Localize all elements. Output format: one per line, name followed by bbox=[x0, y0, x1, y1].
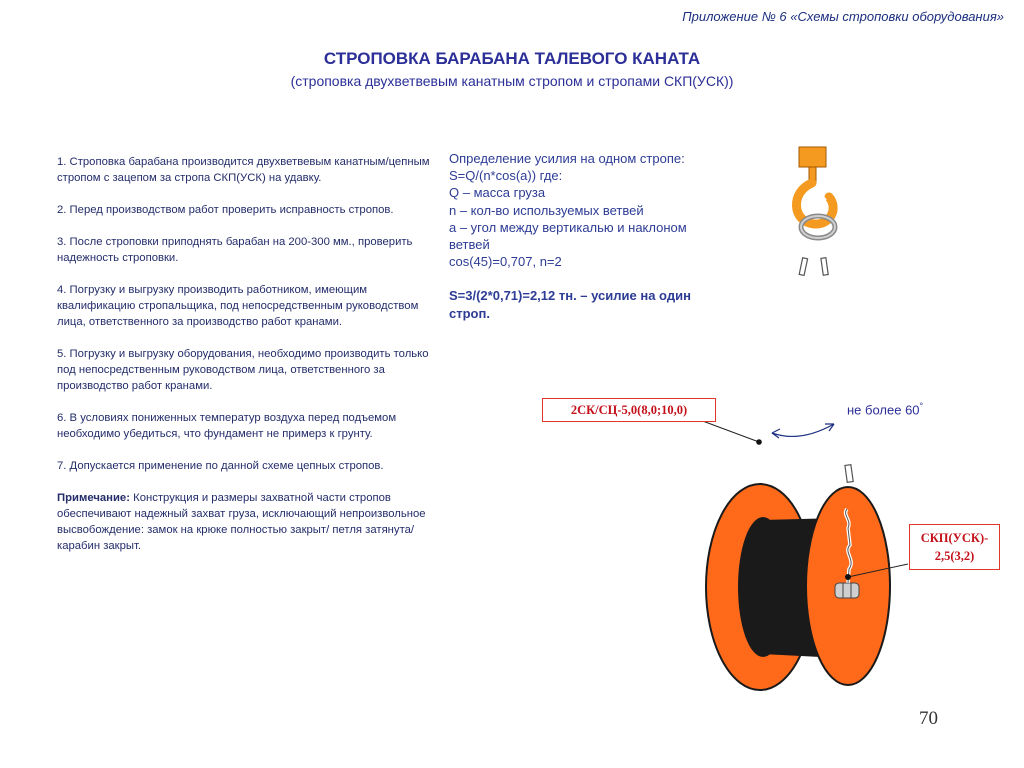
instruction-step-4: 4. Погрузку и выгрузку производить работником, имеющим квалификацию стропальщика, под непосредственным руководством лица, ответственного за производство работ кранами. bbox=[57, 284, 419, 328]
drum-cable-front bbox=[738, 517, 788, 657]
crane-hook-icon bbox=[796, 147, 835, 238]
page-number: 70 bbox=[919, 708, 938, 729]
angle-limit-text: не более 60 bbox=[847, 402, 920, 418]
instruction-step-6: 6. В условиях пониженных температур воздуха перед подъемом необходимо убедиться, что фундамент не примерз к грунту. bbox=[57, 412, 397, 440]
skp-tag-pointer-dot bbox=[845, 574, 851, 580]
sling-tag-leader-line bbox=[700, 420, 759, 442]
sling-spec-tag: 2СК/СЦ-5,0(8,0;10,0) bbox=[542, 398, 716, 422]
calc-formula: S=Q/(n*cos(a)) где: bbox=[449, 168, 563, 184]
sling-tag-pointer-dot bbox=[756, 439, 762, 445]
calc-values: cos(45)=0,707, n=2 bbox=[449, 254, 562, 270]
instruction-step-7: 7. Допускается применение по данной схеме цепных стропов. bbox=[57, 460, 384, 472]
calc-heading: Определение усилия на одном стропе: bbox=[449, 151, 685, 166]
instruction-step-2: 2. Перед производством работ проверить исправность стропов. bbox=[57, 204, 394, 216]
skp-tag-line-2: 2,5(3,2) bbox=[934, 549, 975, 563]
calc-q-definition: Q – масса груза bbox=[449, 185, 546, 201]
angle-arc-arrow bbox=[772, 424, 834, 438]
sling-link-icon bbox=[845, 465, 853, 483]
appendix-caption: Приложение № 6 «Схемы строповки оборудования» bbox=[682, 9, 1004, 24]
drum-axle-icon bbox=[835, 583, 859, 598]
instruction-step-1: 1. Строповка барабана производится двухветвевым канатным/цепным стропом с зацепом за стропа СКП(УСК) на удавку. bbox=[57, 156, 430, 184]
cable-drum bbox=[706, 484, 890, 690]
page-subtitle: (строповка двухветвевым канатным стропом и стропами СКП(УСК)) bbox=[290, 73, 734, 89]
skp-tag-line-1: СКП(УСК)- bbox=[920, 531, 989, 545]
instruction-step-5: 5. Погрузку и выгрузку оборудования, необходимо производить только под непосредственным руководством лица, ответственного за производство работ кранами. bbox=[57, 348, 429, 392]
calc-n-definition: n – кол-во используемых ветвей bbox=[449, 202, 644, 218]
skp-spec-tag bbox=[909, 524, 1000, 570]
calc-a-definition: a – угол между вертикалью и наклоном ветвей bbox=[449, 219, 687, 253]
angle-limit-label bbox=[847, 401, 923, 417]
page-title: СТРОПОВКА БАРАБАНА ТАЛЕВОГО КАНАТА bbox=[323, 49, 701, 68]
calc-result: S=3/(2*0,71)=2,12 тн. – усилие на один строп. bbox=[449, 288, 691, 321]
note-text: Конструкция и размеры захватной части стропов обеспечивают надежный захват груза, исключающий непроизвольное высвобождение: замок на крюке полностью закрыт/ петля затянута/ карабин закрыт. bbox=[57, 492, 426, 552]
angle-degree-mark: ° bbox=[919, 401, 924, 411]
note-label: Примечание: bbox=[57, 492, 130, 504]
sling-eye-icon bbox=[799, 258, 828, 276]
instruction-step-3: 3. После строповки приподнять барабан на 200-300 мм., проверить надежность строповки. bbox=[57, 236, 413, 264]
